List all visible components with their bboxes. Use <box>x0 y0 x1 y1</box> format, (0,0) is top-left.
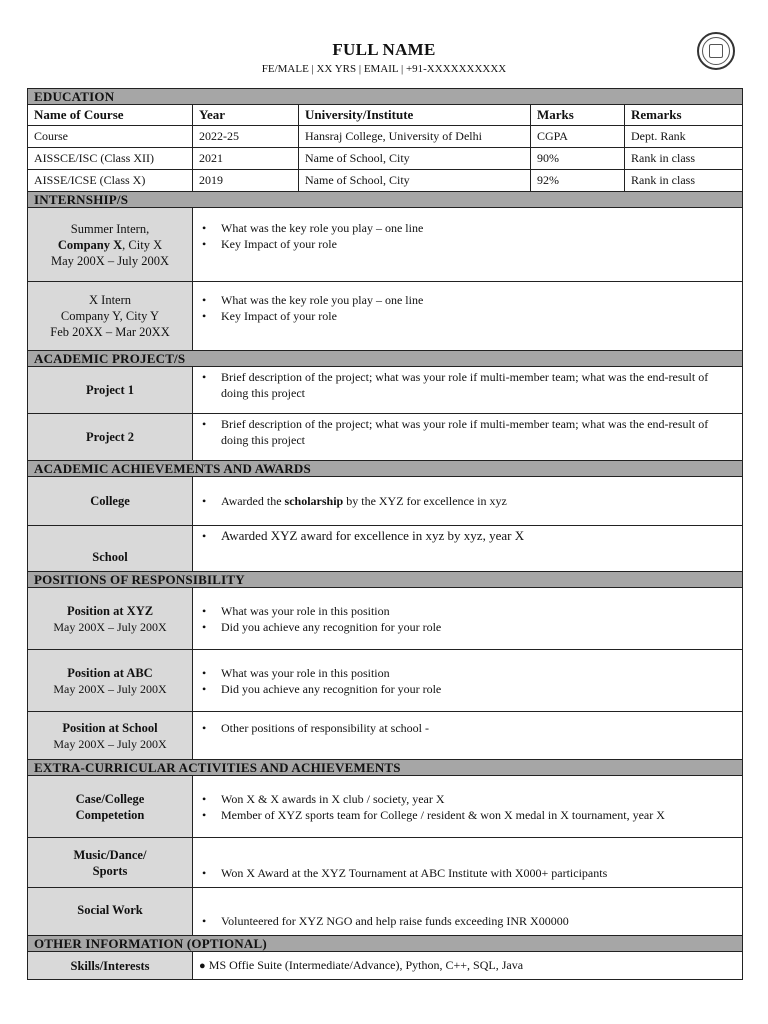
table-cell: Dept. Rank <box>625 126 743 148</box>
project-label: Project 1 <box>28 367 193 414</box>
project-details <box>193 367 743 414</box>
list-item: • Did you achieve any recognition for your role <box>221 619 736 635</box>
extra-label: Case/College Competetion <box>28 776 193 838</box>
section-awards: ACADEMIC ACHIEVEMENTS AND AWARDS <box>28 461 743 477</box>
por-row <box>28 588 743 650</box>
other-details <box>193 952 743 980</box>
col-header: Remarks <box>625 105 743 126</box>
section-extra: EXTRA-CURRICULAR ACTIVITIES AND ACHIEVEMENTS <box>28 760 743 776</box>
list-item: • Won X & X awards in X club / society, year X <box>221 791 736 807</box>
section-projects: ACADEMIC PROJECT/S <box>28 351 743 367</box>
section-education: EDUCATION <box>28 89 743 105</box>
extra-row <box>28 776 743 838</box>
internship-row <box>28 208 743 282</box>
table-cell: Name of School, City <box>299 170 531 192</box>
list-item: • Key Impact of your role <box>221 308 736 324</box>
extra-label: Social Work <box>28 888 193 936</box>
por-details <box>193 588 743 650</box>
list-item: • Volunteered for XYZ NGO and help raise funds exceeding INR X00000 <box>221 913 736 929</box>
education-header-row <box>28 105 743 126</box>
section-por: POSITIONS OF RESPONSIBILITY <box>28 572 743 588</box>
section-other: OTHER INFORMATION (OPTIONAL) <box>28 936 743 952</box>
por-row <box>28 712 743 760</box>
table-cell: AISSCE/ISC (Class XII) <box>28 148 193 170</box>
bullet-icon: ● <box>199 960 206 972</box>
internship-details <box>193 208 743 282</box>
por-label: Position at School May 200X – July 200X <box>28 712 193 760</box>
por-details <box>193 712 743 760</box>
section-internships: INTERNSHIP/S <box>28 192 743 208</box>
col-header: University/Institute <box>299 105 531 126</box>
col-header: Marks <box>531 105 625 126</box>
table-cell: CGPA <box>531 126 625 148</box>
table-cell: Name of School, City <box>299 148 531 170</box>
skills-text: MS Offie Suite (Intermediate/Advance), Python, C++, SQL, Java <box>208 958 524 972</box>
internship-row <box>28 282 743 351</box>
extra-row <box>28 838 743 888</box>
table-row <box>28 170 743 192</box>
table-row <box>28 148 743 170</box>
list-item: • Awarded XYZ award for excellence in xyz by xyz, year X <box>221 528 736 544</box>
project-details <box>193 414 743 461</box>
table-cell: 2021 <box>193 148 299 170</box>
other-row <box>28 952 743 980</box>
extra-details <box>193 838 743 888</box>
contact-line: FE/MALE | XX YRS | EMAIL | +91-XXXXXXXXXX <box>261 63 507 75</box>
college-seal-icon <box>697 32 735 70</box>
other-label: Skills/Interests <box>28 952 193 980</box>
award-row <box>28 526 743 572</box>
col-header: Year <box>193 105 299 126</box>
project-label: Project 2 <box>28 414 193 461</box>
resume-header <box>0 40 768 75</box>
extra-details <box>193 776 743 838</box>
por-label: Position at XYZ May 200X – July 200X <box>28 588 193 650</box>
project-row <box>28 367 743 414</box>
list-item: • Won X Award at the XYZ Tournament at ABC Institute with X000+ participants <box>221 865 736 881</box>
table-cell: Rank in class <box>625 170 743 192</box>
award-row <box>28 477 743 526</box>
table-cell: 2022-25 <box>193 126 299 148</box>
por-details <box>193 650 743 712</box>
list-item: • What was your role in this position <box>221 603 736 619</box>
table-cell: 90% <box>531 148 625 170</box>
table-cell: Rank in class <box>625 148 743 170</box>
table-cell: Hansraj College, University of Delhi <box>299 126 531 148</box>
extra-label: Music/Dance/ Sports <box>28 838 193 888</box>
list-item: • Did you achieve any recognition for your role <box>221 681 736 697</box>
extra-details <box>193 888 743 936</box>
internship-details <box>193 282 743 351</box>
list-item: • Brief description of the project; what was your role if multi-member team; what was the end-result of doing this project <box>221 416 736 448</box>
table-cell: Course <box>28 126 193 148</box>
extra-row <box>28 888 743 936</box>
list-item: • What was the key role you play – one line <box>221 292 736 308</box>
internship-label: Summer Intern, Company X, City X May 200X – July 200X <box>28 208 193 282</box>
award-label: School <box>28 526 193 572</box>
table-cell: AISSE/ICSE (Class X) <box>28 170 193 192</box>
por-row <box>28 650 743 712</box>
project-row <box>28 414 743 461</box>
table-cell: 2019 <box>193 170 299 192</box>
table-row <box>28 126 743 148</box>
list-item: • Key Impact of your role <box>221 236 736 252</box>
list-item: • Member of XYZ sports team for College / resident & won X medal in X tournament, year X <box>221 807 736 823</box>
award-details <box>193 526 743 572</box>
list-item: • What was the key role you play – one line <box>221 220 736 236</box>
list-item: • Awarded the scholarship by the XYZ for excellence in xyz <box>221 493 736 509</box>
list-item: • Other positions of responsibility at school - <box>221 720 736 736</box>
award-label: College <box>28 477 193 526</box>
table-cell: 92% <box>531 170 625 192</box>
col-header: Name of Course <box>28 105 193 126</box>
list-item: • What was your role in this position <box>221 665 736 681</box>
resume-table <box>27 88 743 980</box>
list-item: • Brief description of the project; what was your role if multi-member team; what was the end-result of doing this project <box>221 369 736 401</box>
full-name: FULL NAME <box>332 40 436 59</box>
award-details <box>193 477 743 526</box>
por-label: Position at ABC May 200X – July 200X <box>28 650 193 712</box>
internship-label: X Intern Company Y, City Y Feb 20XX – Mar 20XX <box>28 282 193 351</box>
